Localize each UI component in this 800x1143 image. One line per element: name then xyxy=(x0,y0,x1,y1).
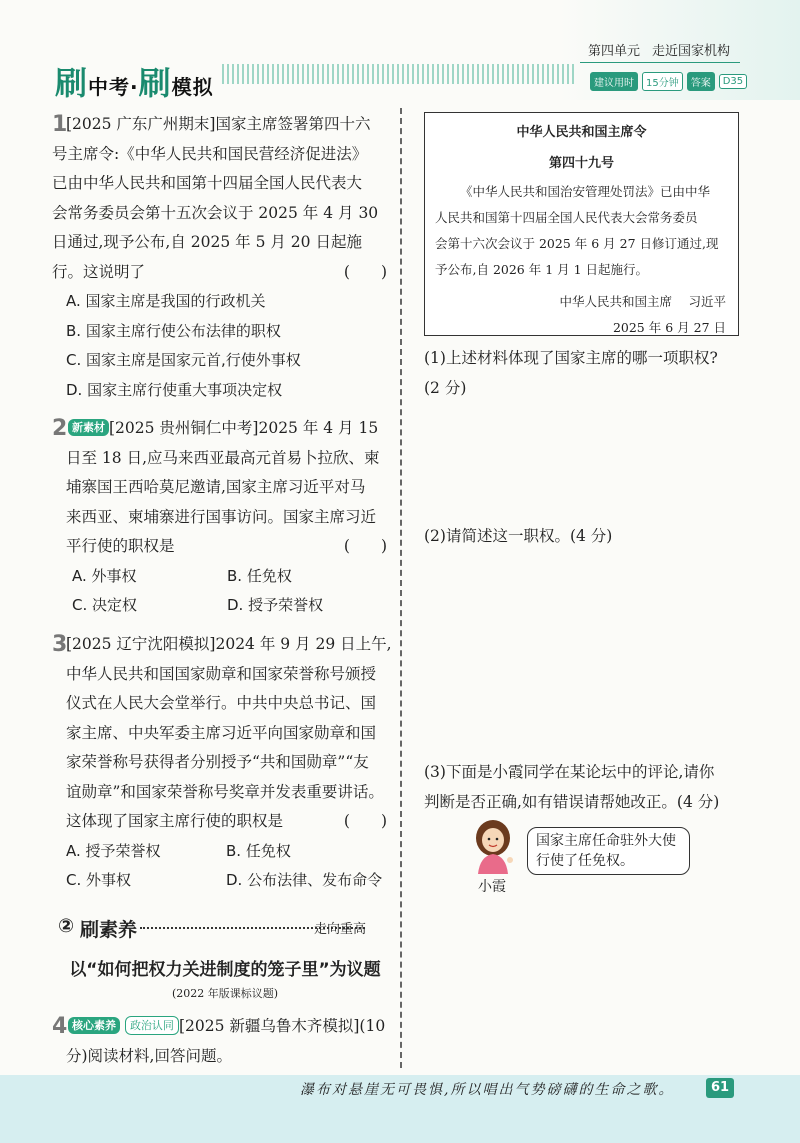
political-identity-badge: 政治认同 xyxy=(125,1016,179,1035)
bubble-line: 国家主席任命驻外大使 xyxy=(536,833,676,849)
speech-bubble xyxy=(527,827,690,875)
section-icon: ② xyxy=(58,915,75,937)
question-4 xyxy=(52,1012,397,1071)
section-title: 刷素养 xyxy=(80,919,138,941)
q2-line: 埔寨国王西哈莫尼邀请,国家主席习近平对马 xyxy=(66,478,366,496)
decree-body-line: 人民共和国第十四届全国人民代表大会常务委员 xyxy=(435,210,698,225)
answer-tag-label: 答案 xyxy=(687,72,715,91)
topic-note: (2022 年版课标议题) xyxy=(171,987,279,1000)
q3-line: 家荣誉称号获得者分别授予“共和国勋章”“友 xyxy=(66,753,369,771)
question-2 xyxy=(52,414,397,621)
option-d[interactable]: D. 公布法律、发布命令 xyxy=(226,871,383,889)
option-c[interactable]: C. 外事权 xyxy=(66,871,132,889)
q2-line: 平行使的职权是 xyxy=(66,537,175,555)
answer-area-2[interactable] xyxy=(424,560,754,750)
decree-body-line: 予公布,自 2026 年 1 月 1 日起施行。 xyxy=(435,262,649,277)
q2-line: 日至 18 日,应马来西亚最高元首易卜拉欣、柬 xyxy=(66,448,380,467)
decree-date: 2025 年 6 月 27 日 xyxy=(612,320,726,335)
option-b[interactable]: B. 任免权 xyxy=(226,841,291,860)
header-tags xyxy=(590,72,747,91)
section-right-label: 走向重高 xyxy=(314,922,367,937)
option-a[interactable]: A. 外事权 xyxy=(72,566,137,585)
student-avatar-illustration xyxy=(470,818,516,874)
q2-line: 来西亚、柬埔寨进行国事访问。国家主席习近 xyxy=(66,507,377,526)
question-number: 4 xyxy=(52,1014,68,1039)
presidential-decree-box xyxy=(424,112,739,336)
option-d[interactable]: D. 国家主席行使重大事项决定权 xyxy=(66,380,283,399)
answer-bracket[interactable]: ( ) xyxy=(343,262,387,281)
sub-question-2: (2)请简述这一职权。(4 分) xyxy=(424,527,613,545)
bubble-line: 行使了任免权。 xyxy=(536,853,634,869)
q1-line: 号主席令:《中华人民共和国民营经济促进法》 xyxy=(52,144,368,163)
q3-line: 谊勋章”和国家荣誉称号奖章并发表重要讲话。 xyxy=(66,782,384,801)
answer-area-1[interactable] xyxy=(424,412,754,512)
unit-heading xyxy=(588,40,742,59)
q4-line: [2025 新疆乌鲁木齐模拟](10 xyxy=(178,1017,386,1035)
unit-label: 第四单元 xyxy=(588,44,641,59)
answer-tag-value: D35 xyxy=(719,74,747,89)
decree-body-line: 《中华人民共和国治安管理处罚法》已由中华 xyxy=(460,184,711,199)
sub-question-1 xyxy=(424,344,764,403)
time-tag-value: 15分钟 xyxy=(642,72,683,91)
sub-question-3-line: 判断是否正确,如有错误请帮她改正。(4 分) xyxy=(424,792,720,811)
q3-line: 家主席、中央军委主席习近平向国家勋章和国 xyxy=(66,723,377,742)
question-3 xyxy=(52,630,397,896)
sub-question-1-text: (1)上述材料体现了国家主席的哪一项职权? xyxy=(424,349,718,367)
answer-bracket[interactable]: ( ) xyxy=(343,812,387,830)
q3-line: 这体现了国家主席行使的职权是 xyxy=(66,812,284,830)
header-rule xyxy=(580,62,740,63)
answer-bracket[interactable]: ( ) xyxy=(343,537,387,555)
new-material-badge: 新素材 xyxy=(68,419,109,436)
question-1 xyxy=(52,110,397,405)
q1-line: [2025 广东广州期末]国家主席签署第四十六 xyxy=(66,115,371,133)
decree-signer-name: 习近平 xyxy=(688,294,726,309)
decree-body-line: 会第十六次会议于 2025 年 6 月 27 日修订通过,现 xyxy=(435,236,719,251)
header-hatch-decoration xyxy=(222,64,574,84)
q1-line: 已由中华人民共和国第十四届全国人民代表大 xyxy=(52,174,363,192)
footer-motto: 瀑布对悬崖无可畏惧,所以唱出气势磅礴的生命之歌。 xyxy=(300,1082,675,1098)
page-number: 61 xyxy=(706,1078,734,1098)
option-b[interactable]: B. 任免权 xyxy=(227,566,292,585)
sub-question-1-points: (2 分) xyxy=(424,378,467,397)
option-c[interactable]: C. 国家主席是国家元首,行使外事权 xyxy=(66,351,301,369)
question-number: 2 xyxy=(52,416,68,441)
question-number: 1 xyxy=(52,112,68,137)
option-d[interactable]: D. 授予荣誉权 xyxy=(227,596,324,614)
q3-line: [2025 辽宁沈阳模拟]2024 年 9 月 29 日上午, xyxy=(66,635,392,653)
student-name: 小霞 xyxy=(478,879,506,895)
option-b[interactable]: B. 国家主席行使公布法律的职权 xyxy=(66,321,281,340)
core-literacy-badge: 核心素养 xyxy=(68,1017,120,1034)
sub-question-3-line: (3)下面是小霞同学在某论坛中的评论,请你 xyxy=(424,763,715,781)
option-a[interactable]: A. 国家主席是我国的行政机关 xyxy=(66,292,266,310)
q4-line: 分)阅读材料,回答问题。 xyxy=(66,1046,232,1065)
time-tag-label: 建议用时 xyxy=(590,72,638,91)
decree-signer-title: 中华人民共和国主席 xyxy=(559,294,672,309)
decree-title: 中华人民共和国主席令 xyxy=(516,125,647,140)
sub-question-3 xyxy=(424,758,774,817)
topic-title: 以“如何把权力关进制度的笼子里”为议题 xyxy=(69,960,381,980)
q3-line: 仪式在人民大会堂举行。中共中央总书记、国 xyxy=(66,694,377,712)
q1-line: 行。这说明了 xyxy=(52,262,146,281)
q1-line: 日通过,现予公布,自 2025 年 5 月 20 日起施 xyxy=(52,233,362,251)
q2-line: [2025 贵州铜仁中考]2025 年 4 月 15 xyxy=(109,419,379,437)
q3-line: 中华人民共和国国家勋章和国家荣誉称号颁授 xyxy=(66,664,377,683)
unit-title: 走近国家机构 xyxy=(652,44,731,59)
column-divider xyxy=(400,108,402,1068)
decree-number: 第四十九号 xyxy=(548,156,614,171)
answer-area-3[interactable] xyxy=(424,900,754,1060)
option-a[interactable]: A. 授予荣誉权 xyxy=(66,841,161,860)
option-c[interactable]: C. 决定权 xyxy=(72,596,138,614)
section-header xyxy=(58,915,388,939)
series-logo: 刷中考·刷模拟 xyxy=(55,64,214,102)
q1-line: 会常务委员会第十五次会议于 2025 年 4 月 30 xyxy=(52,203,379,222)
question-number: 3 xyxy=(52,632,68,657)
